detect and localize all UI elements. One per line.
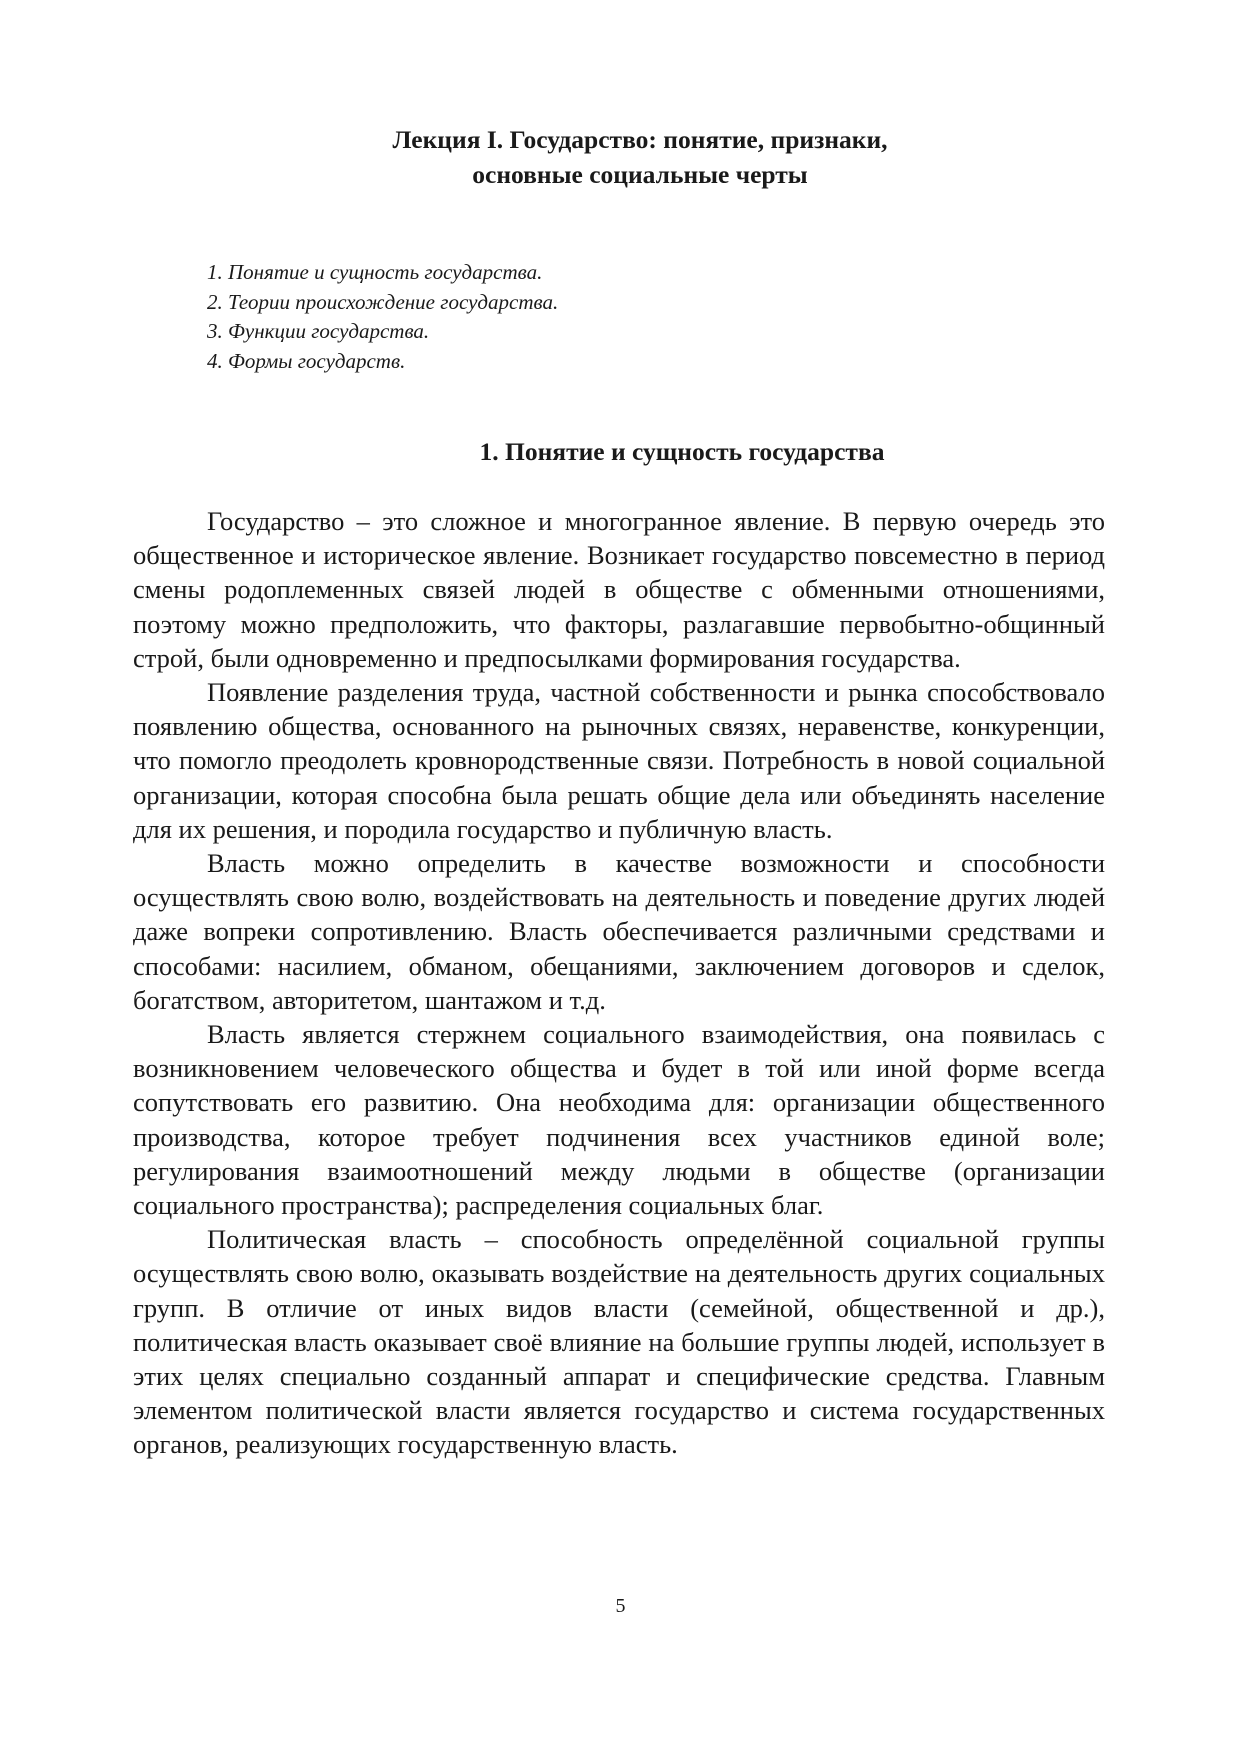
plan-item: 3. Функции государства. xyxy=(207,319,430,343)
paragraph: Власть можно определить в качестве возможности и способности осуществлять свою волю, воздействовать на деятельность и поведение других людей даже вопреки сопротивлению. Власть обеспечивается различными средствами и способами: насилием, обманом, обещаниями, заключением договоров и сделок, богатством, авторитетом, шантажом и т.д. xyxy=(133,848,1105,1015)
lecture-plan xyxy=(207,258,558,376)
body-text xyxy=(133,504,1105,1462)
paragraph: Появление разделения труда, частной собственности и рынка способствовало появлению общества, основанного на рыночных связях, неравенстве, конкуренции, что помогло преодолеть кровнородственные связи. Потребность в новой социальной организации, которая способна была решать общие дела или объединять население для их решения, и породила государство и публичную власть. xyxy=(133,677,1105,844)
plan-item: 4. Формы государств. xyxy=(207,348,406,373)
lecture-title xyxy=(240,122,1040,192)
paragraph: Политическая власть – способность определённой социальной группы осуществлять свою волю, оказывать воздействие на деятельность других социальных групп. В отличие от иных видов власти (семейной, общественной и др.), политическая власть оказывает своё влияние на большие группы людей, использует в этих целях специально созданный аппарат и специфические средства. Главным элементом политической власти является государство и система государственных органов, реализующих государственную власть. xyxy=(133,1224,1105,1460)
plan-item: 1. Понятие и сущность государства. xyxy=(207,260,543,284)
plan-item: 2. Теории происхождение государства. xyxy=(207,289,559,314)
page-number: 5 xyxy=(615,1595,626,1617)
paragraph: Государство – это сложное и многогранное явление. В первую очередь это общественное и историческое явление. Возникает государство повсеместно в период смены родоплеменных связей людей в обществе с обменными отношениями, поэтому можно предположить, что факторы, разлагавшие первобытно-общинный строй, были одновременно и предпосылками формирования государства. xyxy=(133,506,1105,673)
lecture-title-line-1: Лекция I. Государство: понятие, признаки, xyxy=(392,125,888,154)
lecture-title-line-2: основные социальные черты xyxy=(472,160,808,189)
section-heading: 1. Понятие и сущность государства xyxy=(479,437,885,466)
paragraph: Власть является стержнем социального взаимодействия, она появилась с возникновением человеческого общества и будет в той или иной форме всегда сопутствовать его развитию. Она необходима для: организации общественного производства, которое требует подчинения всех участников единой воле; регулирования взаимоотношений между людьми в обществе (организации социального пространства); распределения социальных благ. xyxy=(133,1019,1105,1221)
